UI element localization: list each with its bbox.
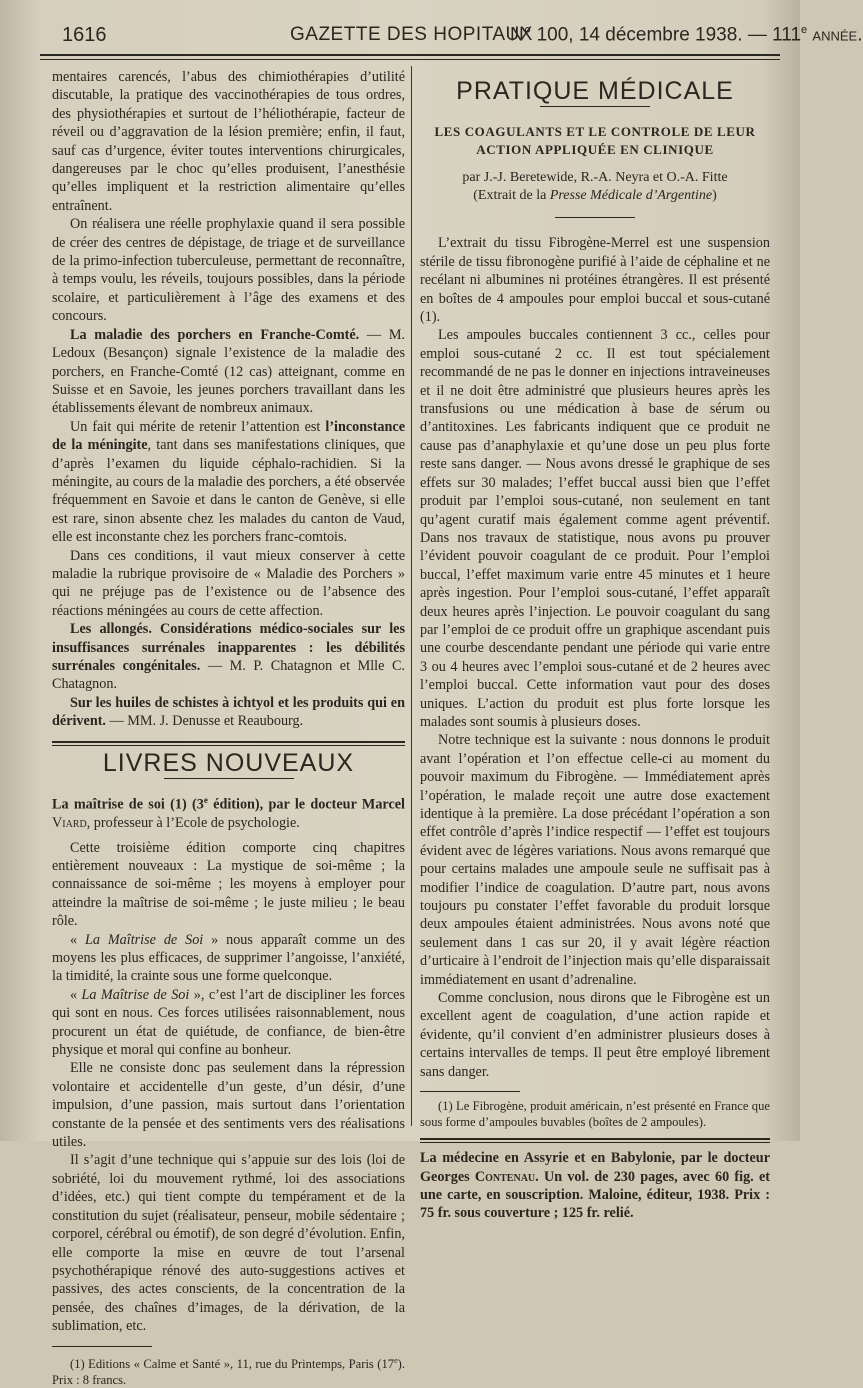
right-column [420,68,770,1223]
footnote-left [52,1353,405,1388]
page-number: 1616 [62,24,107,46]
book-review-right [420,1149,770,1223]
pratique-underline [540,106,650,107]
quote-text: » nous apparaît comme un des moyens les plus efficaces, de supprimer l’angoisse, l’anxiété, la timidité, la crainte sous une forme quelconque. [52,931,405,985]
book-author-tail: , professeur à l’Ecole de psychologie. [86,815,300,832]
column-divider [411,66,412,1126]
quote-text-2: », c’est l’art de discipliner les forces qui sont en nous. Ces forces utilisées raisonnablement, nous procurent un état de quiétude, de confiance, de bien-être physique et moral qui confine au bonheur. [52,986,405,1059]
header-rule [40,54,780,56]
section-title-pratique: PRATIQUE MÉDICALE [456,77,734,105]
article-paragraph-4: Comme conclusion, nous dirons que le Fibrogène est un excellent agent de coagulation, d’une action rapide et évidente, qu’il convient d’en administrer plusieurs doses à certains intervalles de temps. Il peut être employé librement sans danger. [420,990,770,1080]
book-text-right-b: . Un vol. de 230 pages, avec 60 fig. et une carte, en souscription. Maloine, éditeur, 1938. Prix : 75 fr. sous couverture ; 125 fr. relié. [420,1168,770,1222]
article-byline: par J.-J. Beretewide, R.-A. Neyra et O.-A. Fitte [462,170,728,186]
paragraph-porchers [52,326,405,418]
meningite-text-c: , tant dans ses manifestations cliniques, que d’après l’examen du liquide céphalo-rachidien. Si la méningite, au cours de la maladie des porchers, a été observée fréquemment en Savoie et dans le canton de Genève, si elle est rare, sinon absente chez les malades du canton de Vaud, elle est inconstante chez les porchers franc-comtois. [52,437,405,546]
quote-open: « [70,931,85,948]
paragraph-rubrique: Dans ces conditions, il vaut mieux conserver à cette maladie la rubrique provisoire de « Maladie des Porchers » qui ne préjuge pas de l’existence ou de l’absence des réactions méningées au cours de cette affection. [52,547,405,619]
meningite-text-a: Un fait qui mérite de retenir l’attention est [70,418,326,435]
article-paragraph-3: Notre technique est la suivante : nous donnons le produit avant l’opération et l’on effectue celle-ci au moment du pouvoir maximum du Fibrogène. — Immédiatement après l’opération, le malade reçoit une autre dose exactement identique à la première. La dose précédant l’opération a son effet contrôle d’après l’indice respectif — l’effet est toujours évident avec de légères variations. Nous avons remarqué que pour certains malades une ampoule seule ne suffisait pas à modifier l’indice de coagulation. D’autre part, nous avons toujours pu constater l’effet favorable du produit lorsque deux ampoules étaient administrées. Nous avons noté que seulement dans 1 cas sur 20, il y avait légère réaction d’urticaire à l’endroit de l’injection mais qu’elle disparaissait immédiatement en usant d’adrenaline. [420,732,770,988]
article-rule [555,217,635,218]
header-rule-thin [40,59,780,60]
footnote-rule-right [420,1091,520,1092]
allonges-authors: — M. P. Chatagnon et Mlle C. Chatagnon. [52,658,405,693]
book-author: Viard [52,815,87,832]
book-paragraph-2 [52,931,405,986]
issue-number: N° 100, 14 décembre 1938. — 111 [510,24,802,46]
huiles-authors: — MM. J. Denusse et Reaubourg. [105,713,304,730]
extract-suffix: ) [712,188,717,204]
paragraph-huiles [52,694,405,731]
huiles-heading: Sur les huiles de schistes à ichtyol et les produits qui en dérivent. [52,694,405,730]
porchers-heading: La maladie des porchers en Franche-Comté. [70,326,360,343]
quote-title-2: La Maîtrise de Soi [81,986,190,1003]
issue-year-label: année. [807,24,863,46]
article-paragraph-1: L’extrait du tissu Fibrogène-Merrel est une suspension stérile de tissu fibronogène purifié à l’aide de céphaline et ne recélant ni albumines ni protéines étrangères. Il est présenté en boîtes de 4 ampoules pour emploi buccal et sous-cutané (1). [420,235,770,326]
book-review-heading [52,791,405,833]
article-paragraph-2: Les ampoules buccales contiennent 3 cc., celles pour emploi sous-cutané 2 cc. Il est tout spécialement recommandé de ne pas le donner en injections intraveineuses et il ne doit être administré que plusieurs heures après les transfusions ou une médication à base de sérum ou d’antitoxines. Les fabricants indiquent que ce produit ne cause pas d’anaphylaxie et qu’une dose un peu plus forte reste sans danger. — Nous avons dressé le graphique de ses effets sur 30 malades; l’effet buccal aussi bien que l’effet produit par l’emploi sous-cutané, non seulement en tant qu’agent curatif mais également comme agent préventif. Dans nos travaux de statistique, nous avons pu prouver l’évident pouvoir coagulant de ce produit. Pour l’emploi buccal, l’effet maximum varie entre 45 minutes et 1 heure après ingestion. Pour l’emploi sous-cutané, l’effet apparaît deux heures après l’injection. Le pouvoir coagulant du sang par l’emploi de ce produit offre un graphique ascendant puis une courbe descendante pendant une période qui varie entre 3 ou 4 heures avec l’emploi sous-cutané et de 2 heures avec l’emploi buccal. Cette information vaut pour des doses uniques. L’action du produit est plus forte lorsque les malades sont soumis à plusieurs doses. [420,327,770,730]
footnote-left-sup: e [394,1355,398,1365]
book-author-right: Contenau [474,1168,536,1185]
footnote-right: (1) Le Fibrogène, produit américain, n’est présenté en France que sous forme d’ampoules buvables (boîtes de 2 ampoules). [420,1099,770,1130]
paragraph-allonges [52,620,405,694]
book-paragraph-3 [52,986,405,1060]
paragraph-diet: mentaires carencés, l’abus des chimiothérapies d’utilité discutable, la pratique des vaccinothérapies de tous ordres, des physiothérapies et surtout de l’héliothérapie, facteur de réveil ou d’aggravation de la lésion première; enfin, il faut, sauf cas d’urgence, éviter toutes interventions chirurgicales, dangereuses par le choc qu’elles produisent, l’anesthésie qu’elles impliquent et la restriction alimentaire qu’elles entraînent. [52,69,405,214]
section-title-livres: LIVRES NOUVEAUX [102,748,355,777]
book-rule-right [420,1138,770,1143]
quote-open-2: « [70,986,82,1003]
footnote-left-text: (1) Editions « Calme et Santé », 11, rue du Printemps, Paris (17 [70,1356,395,1371]
book-paragraph-5: Il s’agit d’une technique qui s’appuie sur des lois (loi de sobriété, loi du mouvement rythmé, loi des associations d’idées, etc.) qui tient compte du tempérament et de la constitution du sujet (réalisateur, penseur, mobile sédentaire ; corporel, cérébral ou émotif), de son degré d’évolution. Enfin, elle comporte la mise en œuvre de tout l’arsenal psychothérapique rénové des auto-suggestions actives et passives, des actes conscients, de la concentration de la pensée, des chaînes d’images, de la dérivation, de la sublimation, etc. [52,1152,405,1335]
paragraph-meningite [52,418,405,547]
quote-title: La Maîtrise de Soi [84,931,204,948]
book-title-sup: e [203,795,208,806]
section-rule [52,741,405,746]
book-title: La maîtrise de soi (1) (3 [52,796,204,813]
issue-sup: e [801,24,808,36]
extract-source: Presse Médicale d’Argentine [549,188,713,204]
left-column [52,68,405,1388]
book-paragraph-1: Cette troisième édition comporte cinq chapitres entièrement nouveaux : La mystique de soi-même ; la connaissance de soi-même ; les moyens à employer pour atteindre la maîtrise de soi-même ; le juste milieu ; le beau rôle. [52,839,405,930]
article-title: LES COAGULANTS ET LE CONTROLE DE LEUR ACTION APPLIQUÉE EN CLINIQUE [434,124,756,158]
article-extract [420,187,770,205]
allonges-heading: Les allongés. Considérations médico-sociales sur les insuffisances surrénales inapparentes : les débilités surrénales congénitales. [52,621,405,674]
book-title-right: La médecine en Assyrie et en Babylonie, [420,1150,676,1167]
page-header [40,14,863,58]
section-title-underline [164,778,294,779]
book-title-tail: édition), par le docteur Marcel [207,796,405,813]
paragraph-prophylaxis: On réalisera une réelle prophylaxie quand il sera possible de créer des centres de dépistage, de triage et de surveillance de la primo-infection tuberculeuse, permettant de reconnaître, à temps voulu, les réveils, toujours possibles, dans la période scolaire, et particulièrement à l’âge des examens et des concours. [52,216,405,325]
extract-prefix: (Extrait de la [473,188,550,204]
issue-info [510,24,863,46]
footnote-rule [52,1346,152,1347]
journal-title: GAZETTE DES HOPITAUX [290,24,533,45]
book-paragraph-4: Elle ne consiste donc pas seulement dans la répression volontaire et accidentelle d’un geste, d’un désir, d’une impulsion, d’une passion, mais surtout dans l’orientation constante de la pensée et des sentiments vers des réalisations utiles. [52,1060,405,1151]
porchers-text: — M. Ledoux (Besançon) signale l’existence de la maladie des porchers, en Franche-Comté (12 cas) atteignant, comme en Suisse et en Savoie, les jeunes porchers travaillant dans les établissements élevant de nombreux animaux. [52,326,405,417]
book-text-right-a: par le docteur Georges [420,1150,770,1185]
footnote-left-tail: ). Prix : 8 francs. [52,1356,405,1387]
meningite-emphasis: l’inconstance de la méningite [52,418,405,454]
